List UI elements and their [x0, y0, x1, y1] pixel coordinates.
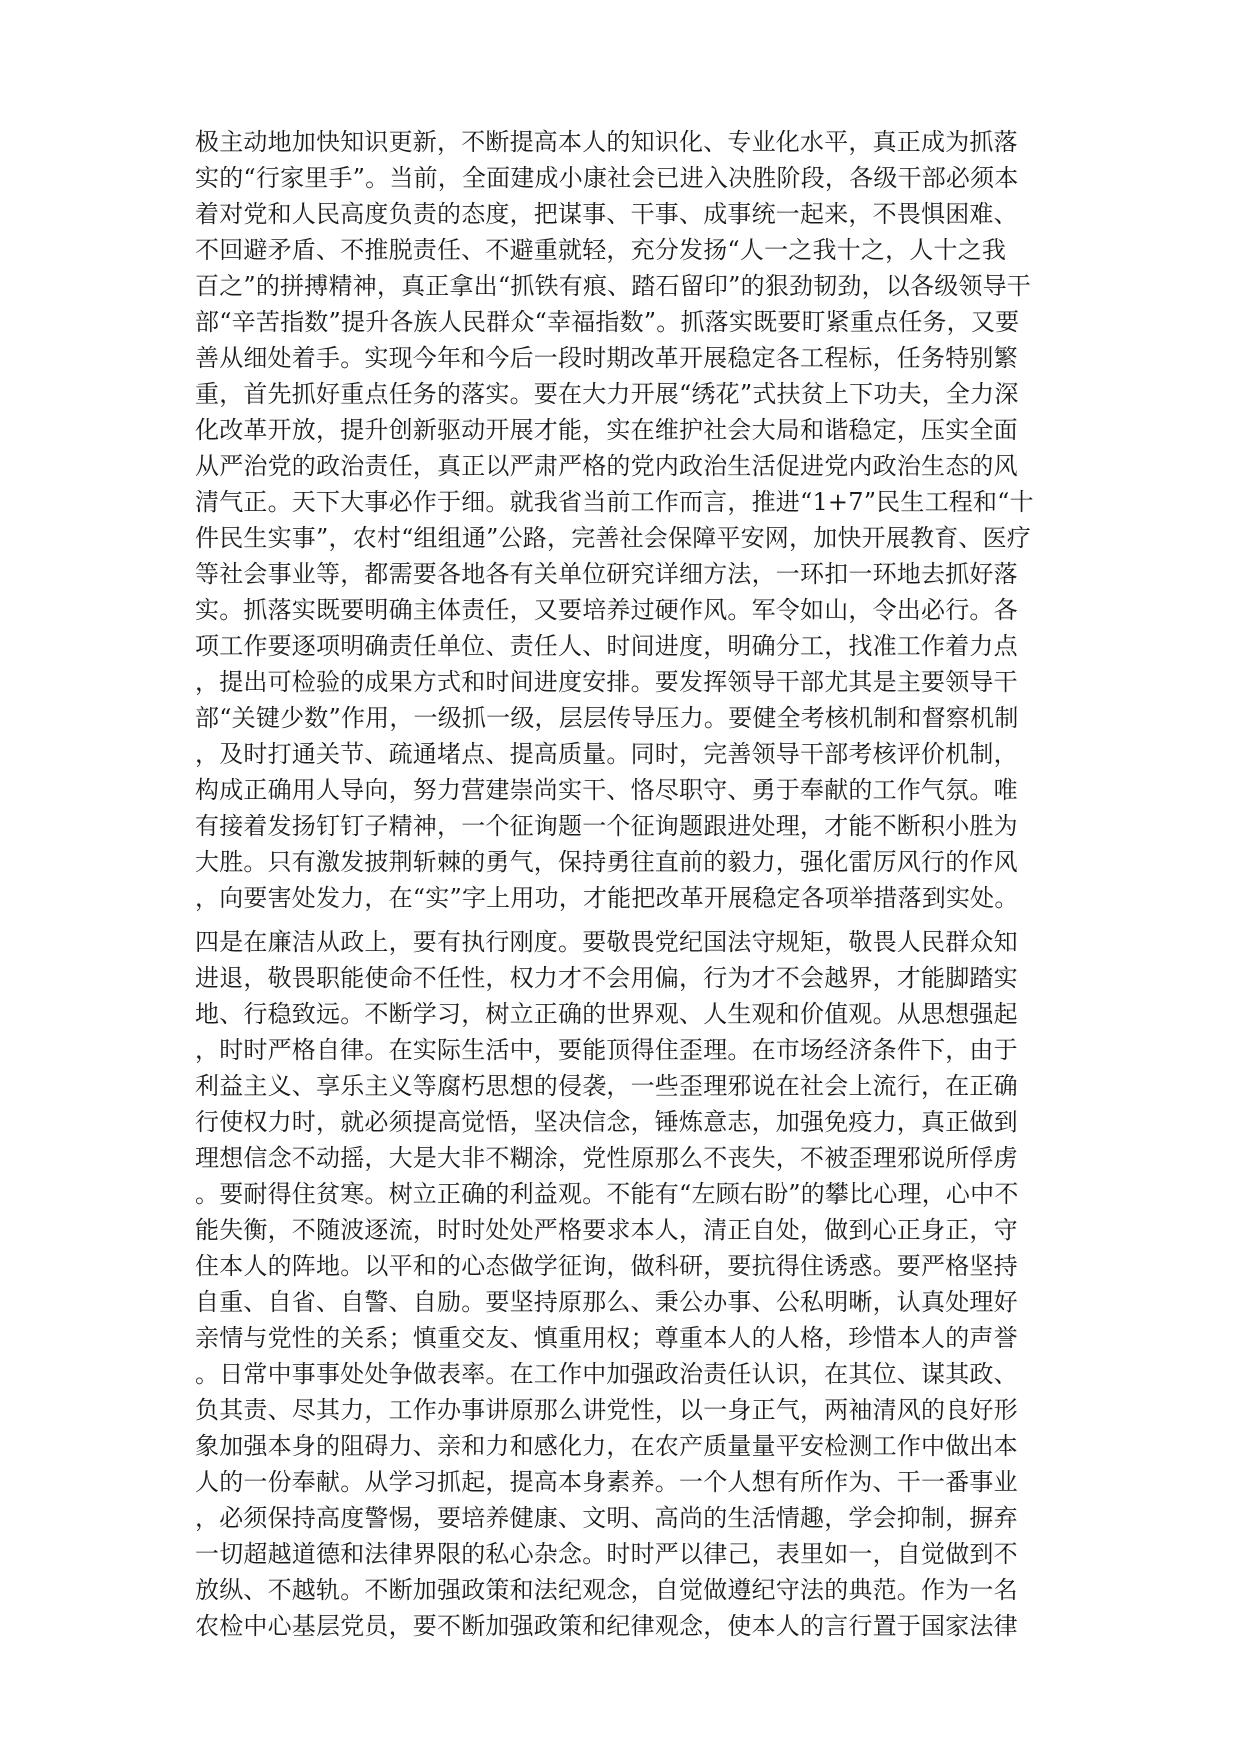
text-line: 利益主义、享乐主义等腐朽思想的侵袭，一些歪理邪说在社会上流行，在正确	[195, 1072, 1018, 1100]
text-line: 构成正确用人导向，努力营建崇尚实干、恪尽职守、勇于奉献的工作气氛。唯	[195, 776, 1018, 804]
text-line: ，及时打通关节、疏通堵点、提高质量。同时，完善领导干部考核评价机制，	[195, 740, 1018, 768]
text-line: 自重、自省、自警、自励。要坚持原那么、秉公办事、公私明晰，认真处理好	[195, 1288, 1018, 1316]
text-line: 实的“行家里手”。当前，全面建成小康社会已进入决胜阶段，各级干部必须本	[195, 164, 1019, 192]
text-line: 能失衡，不随波逐流，时时处处严格要求本人，清正自处，做到心正身正，守	[195, 1216, 1018, 1244]
paragraph-work-implementation	[195, 124, 1045, 916]
text-line: 。要耐得住贫寒。树立正确的利益观。不能有“左顾右盼”的攀比心理，心中不	[195, 1180, 1019, 1208]
text-line: ，必须保持高度警惕，要培养健康、文明、高尚的生活情趣，学会抑制，摒弃	[195, 1504, 1018, 1532]
text-line: 清气正。天下大事必作于细。就我省当前工作而言，推进“1+7”民生工程和“十	[195, 488, 1034, 516]
text-line: 不回避矛盾、不推脱责任、不避重就轻，充分发扬“人一之我十之，人十之我	[195, 236, 1007, 264]
text-line: 农检中心基层党员，要不断加强政策和纪律观念，使本人的言行置于国家法律	[195, 1612, 1018, 1640]
text-line: ，提出可检验的成果方式和时间进度安排。要发挥领导干部尤其是主要领导干	[195, 668, 1018, 696]
text-line: 极主动地加快知识更新，不断提高本人的知识化、专业化水平，真正成为抓落	[195, 128, 1018, 156]
text-line: 百之”的拼搏精神，真正拿出“抓铁有痕、踏石留印”的狠劲韧劲，以各级领导干	[195, 272, 1032, 300]
text-line: 重，首先抓好重点任务的落实。要在大力开展“绣花”式扶贫上下功夫，全力深	[195, 380, 1019, 408]
text-line: 负其责、尽其力，工作办事讲原那么讲党性，以一身正气，两袖清风的良好形	[195, 1396, 1018, 1424]
text-line: 实。抓落实既要明确主体责任，又要培养过硬作风。军令如山，令出必行。各	[195, 596, 1018, 624]
text-line: 等社会事业等，都需要各地各有关单位研究详细方法，一环扣一环地去抓好落	[195, 560, 1018, 588]
paragraph-integrity	[195, 924, 1045, 1644]
text-line: 从严治党的政治责任，真正以严肃严格的党内政治生活促进党内政治生态的风	[195, 452, 1018, 480]
text-line: 四是在廉洁从政上，要有执行刚度。要敬畏党纪国法守规矩，敬畏人民群众知	[195, 928, 1018, 956]
text-line: 项工作要逐项明确责任单位、责任人、时间进度，明确分工，找准工作着力点	[195, 632, 1018, 660]
text-line: 部“关键少数”作用，一级抓一级，层层传导压力。要健全考核机制和督察机制	[195, 704, 1019, 732]
text-line: 着对党和人民高度负责的态度，把谋事、干事、成事统一起来，不畏惧困难、	[195, 200, 1018, 228]
text-line: ，时时严格自律。在实际生活中，要能顶得住歪理。在市场经济条件下，由于	[195, 1036, 1018, 1064]
text-line: 有接着发扬钉钉子精神，一个征询题一个征询题跟进处理，才能不断积小胜为	[195, 812, 1018, 840]
text-line: 部“辛苦指数”提升各族人民群众“幸福指数”。抓落实既要盯紧重点任务，又要	[195, 308, 1020, 336]
text-line: 善从细处着手。实现今年和今后一段时期改革开展稳定各工程标，任务特别繁	[195, 344, 1018, 372]
text-line: 放纵、不越轨。不断加强政策和法纪观念，自觉做遵纪守法的典范。作为一名	[195, 1576, 1018, 1604]
text-line: 人的一份奉献。从学习抓起，提高本身素养。一个人想有所作为、干一番事业	[195, 1468, 1018, 1496]
text-line: ，向要害处发力，在“实”字上用功，才能把改革开展稳定各项举措落到实处。	[195, 884, 1019, 912]
text-line: 。日常中事事处处争做表率。在工作中加强政治责任认识，在其位、谋其政、	[195, 1360, 1018, 1388]
text-line: 住本人的阵地。以平和的心态做学征询，做科研，要抗得住诱惑。要严格坚持	[195, 1252, 1018, 1280]
text-line: 理想信念不动摇，大是大非不糊涂，党性原那么不丧失，不被歪理邪说所俘虏	[195, 1144, 1018, 1172]
text-line: 象加强本身的阻碍力、亲和力和感化力，在农产质量量平安检测工作中做出本	[195, 1432, 1018, 1460]
text-line: 行使权力时，就必须提高觉悟，坚决信念，锤炼意志，加强免疫力，真正做到	[195, 1108, 1018, 1136]
text-line: 亲情与党性的关系；慎重交友、慎重用权；尊重本人的人格，珍惜本人的声誉	[195, 1324, 1018, 1352]
text-line: 进退，敬畏职能使命不任性，权力才不会用偏，行为才不会越界，才能脚踏实	[195, 964, 1018, 992]
text-line: 地、行稳致远。不断学习，树立正确的世界观、人生观和价值观。从思想强起	[195, 1000, 1018, 1028]
text-line: 大胜。只有激发披荆斩棘的勇气，保持勇往直前的毅力，强化雷厉风行的作风	[195, 848, 1018, 876]
text-line: 件民生实事”，农村“组组通”公路，完善社会保障平安网，加快开展教育、医疗	[195, 524, 1032, 552]
text-line: 化改革开放，提升创新驱动开展才能，实在维护社会大局和谐稳定，压实全面	[195, 416, 1018, 444]
text-line: 一切超越道德和法律界限的私心杂念。时时严以律己，表里如一，自觉做到不	[195, 1540, 1018, 1568]
